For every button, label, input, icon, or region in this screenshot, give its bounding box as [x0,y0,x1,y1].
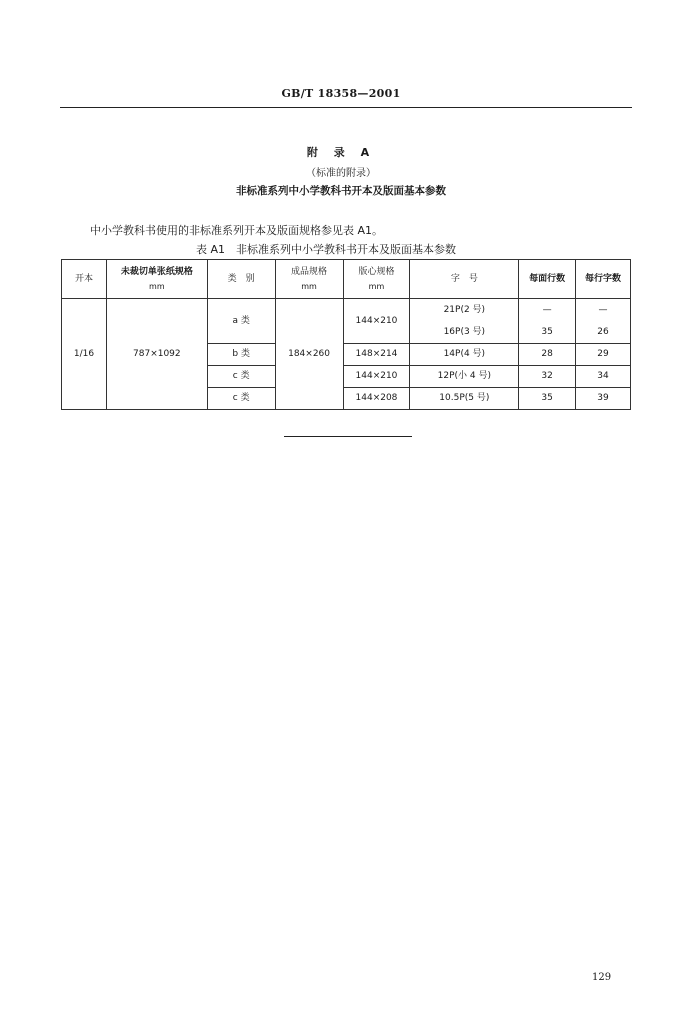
page-number: 129 [592,972,612,983]
table-header-row [62,260,631,299]
cell-block-size: 144×210 [343,299,410,344]
appendix-title: 附 录 A [306,146,376,159]
cell-font-size: 14P(4 号) [410,344,519,366]
cell-block-size: 148×214 [343,344,410,366]
cell-category: c 类 [207,366,275,388]
cell-category: b 类 [207,344,275,366]
intro-paragraph: 中小学教科书使用的非标准系列开本及版面规格参见表 A1。 [90,224,384,237]
cell-chars: 29 [576,344,631,366]
cell-chars: — [576,299,631,322]
cell-lines: — [519,299,576,322]
header-font-size: 字 号 [410,260,519,299]
standard-header: GB/T 18358—2001 [281,87,401,100]
header-block-size: 版心规格 mm [343,260,410,299]
table-caption: 表 A1 非标准系列中小学教科书开本及版面基本参数 [196,243,457,256]
cell-font-size: 21P(2 号) [410,299,519,322]
header-chars-per-line: 每行字数 [576,260,631,299]
table-row [62,299,631,322]
cell-chars: 34 [576,366,631,388]
cell-finished-size: 184×260 [275,299,343,410]
cell-chars: 39 [576,388,631,410]
header-lines-per-page: 每面行数 [519,260,576,299]
cell-paper-size: 787×1092 [106,299,207,410]
header-format: 开本 [62,260,107,299]
parameters-table [61,259,631,410]
cell-lines: 28 [519,344,576,366]
appendix-subtitle: （标准的附录） [306,168,376,179]
cell-font-size: 10.5P(5 号) [410,388,519,410]
cell-chars: 26 [576,321,631,344]
end-of-appendix-rule [284,436,412,437]
cell-format: 1/16 [62,299,107,410]
header-paper-size: 未裁切单张纸规格 mm [106,260,207,299]
cell-lines: 35 [519,388,576,410]
header-rule [60,107,632,108]
cell-category: c 类 [207,388,275,410]
header-finished-size: 成品规格 mm [275,260,343,299]
cell-block-size: 144×208 [343,388,410,410]
header-category: 类 别 [207,260,275,299]
cell-font-size: 12P(小 4 号) [410,366,519,388]
cell-category: a 类 [207,299,275,344]
cell-lines: 32 [519,366,576,388]
appendix-heading: 非标准系列中小学教科书开本及版面基本参数 [236,185,446,197]
cell-font-size: 16P(3 号) [410,321,519,344]
cell-lines: 35 [519,321,576,344]
cell-block-size: 144×210 [343,366,410,388]
